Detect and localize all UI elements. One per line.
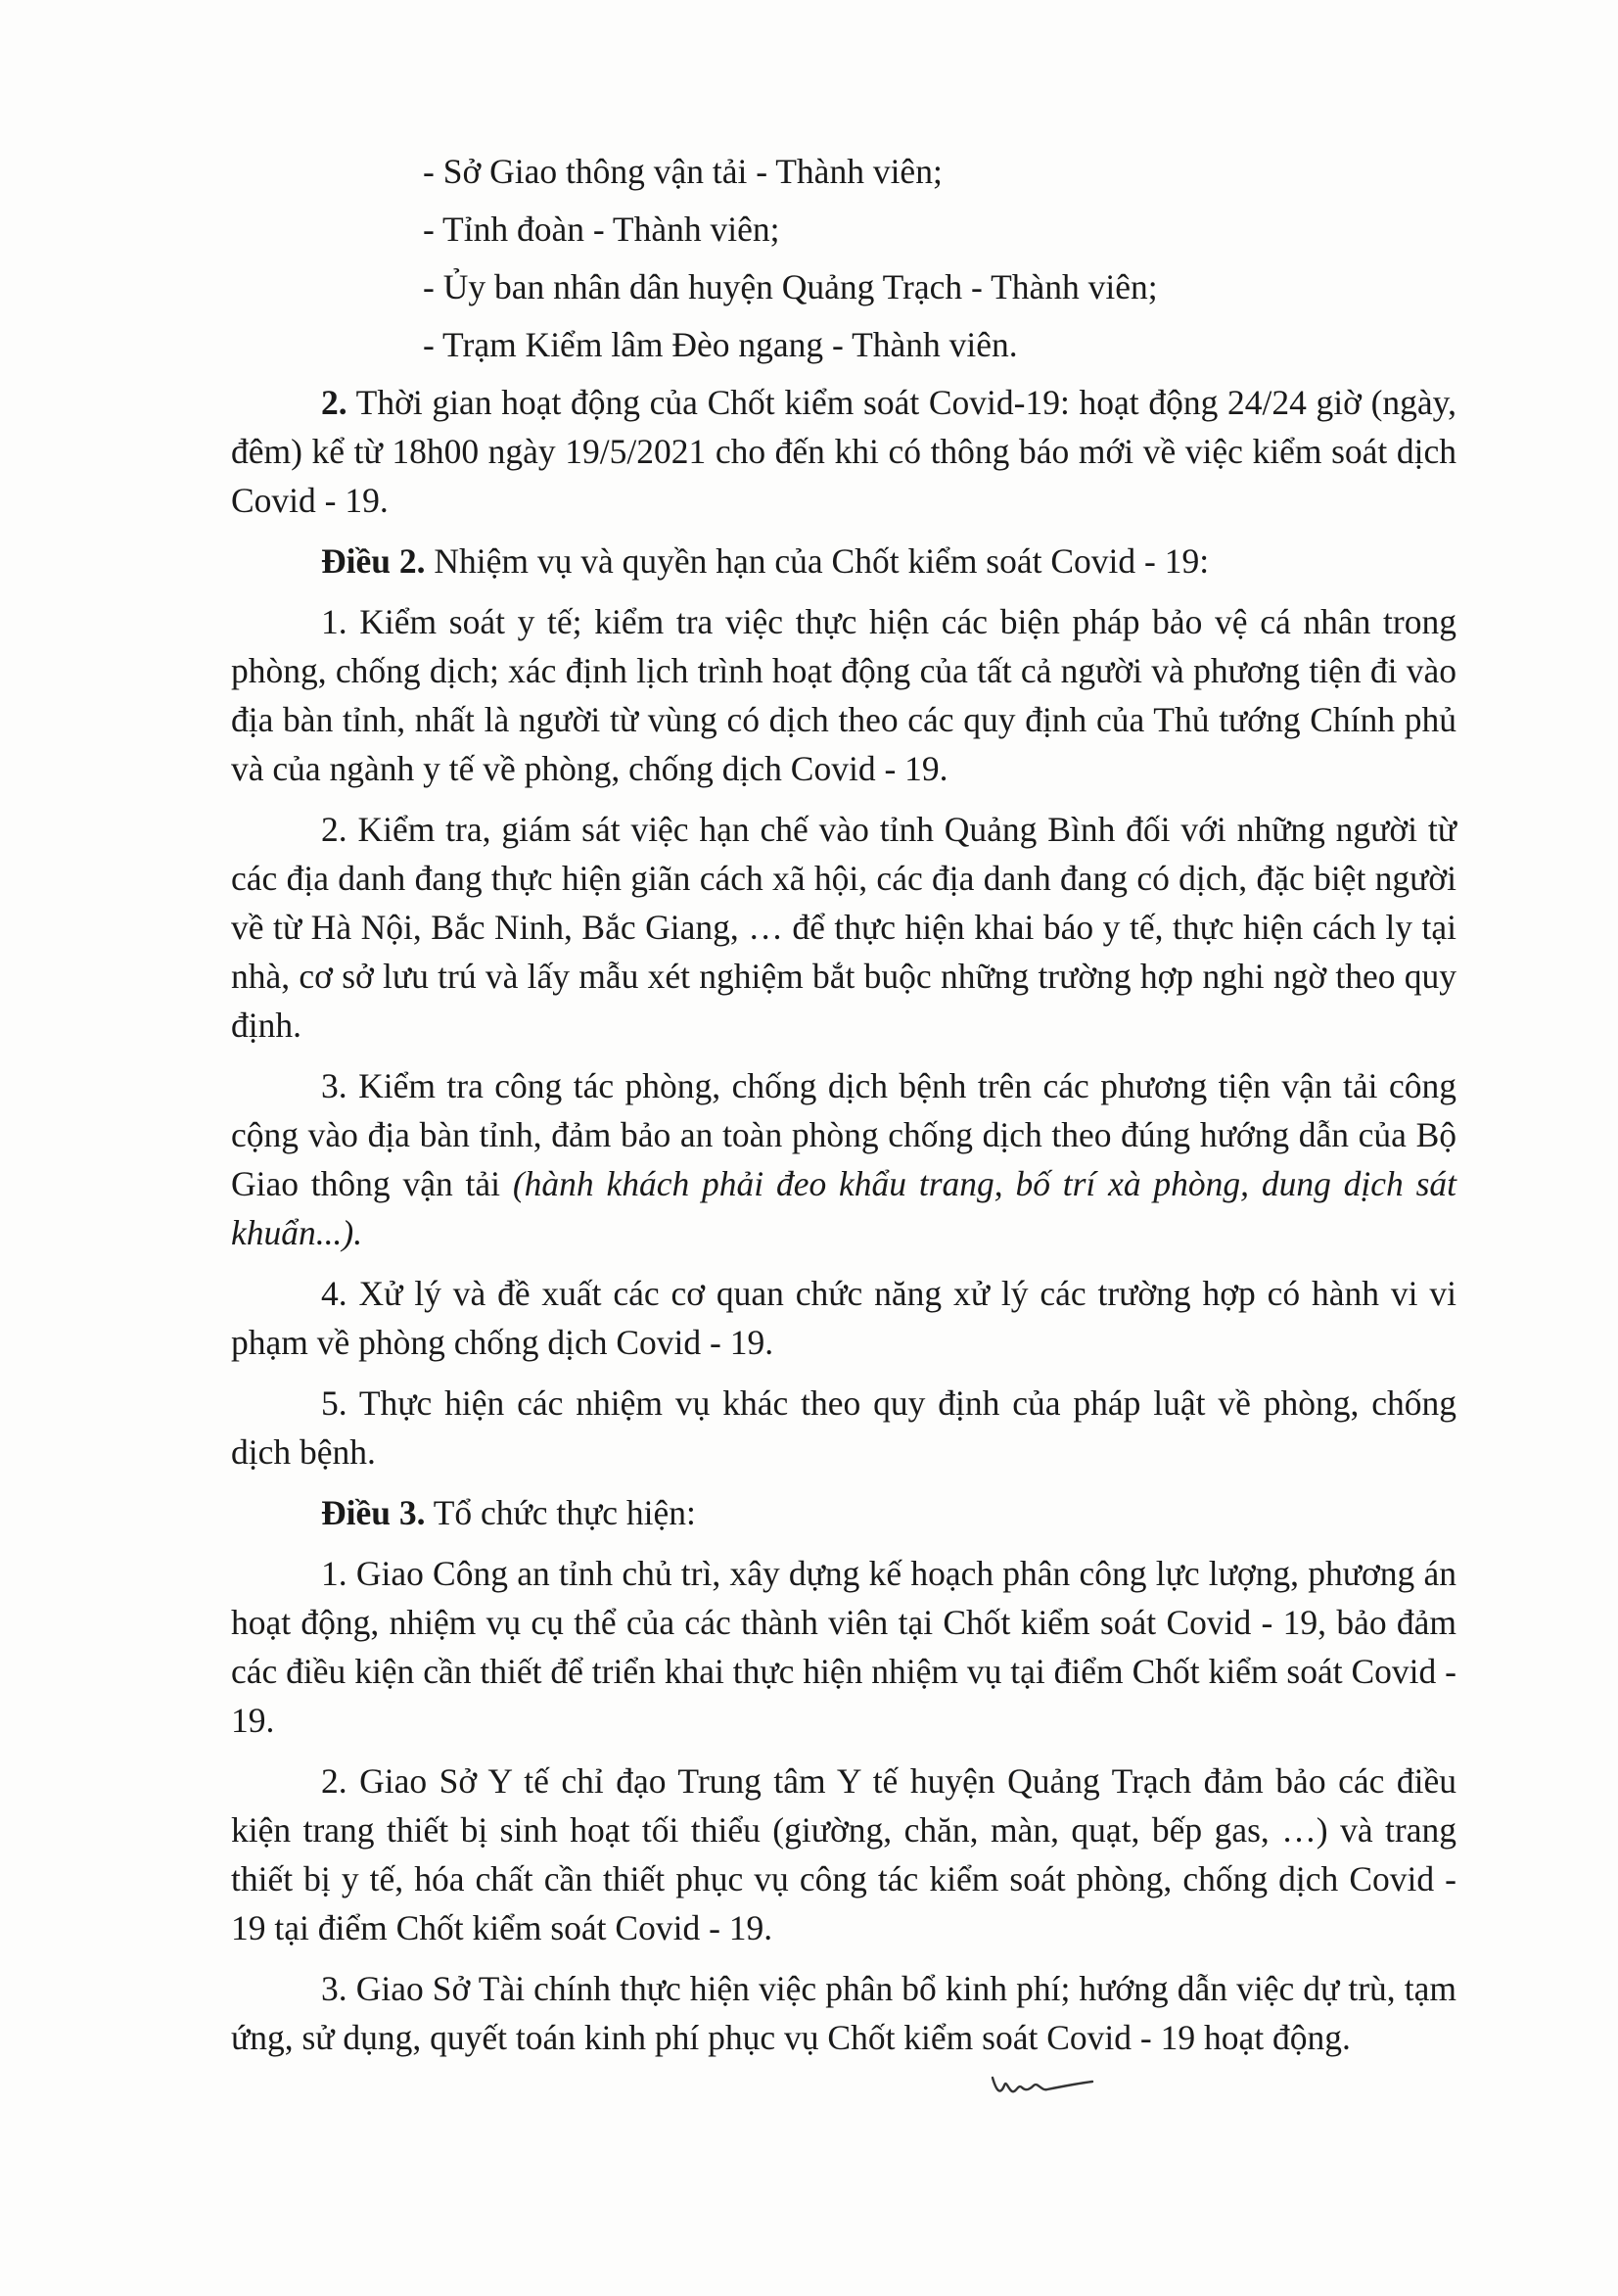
handwritten-initials-icon [989,2066,1096,2105]
article-label: Điều 3. [321,1493,426,1532]
article-2-item: 5. Thực hiện các nhiệm vụ khác theo quy định của pháp luật về phòng, chống dịch bệnh. [231,1383,1456,1472]
article-title: Tổ chức thực hiện: [425,1493,696,1532]
article-2-heading [231,537,1456,586]
italic-note: (hành khách phải đeo khẩu trang, bố trí xà phòng, dung dịch sát khuẩn...). [231,1164,1456,1252]
article-3-heading [231,1488,1456,1537]
article-3-item: 2. Giao Sở Y tế chỉ đạo Trung tâm Y tế huyện Quảng Trạch đảm bảo các điều kiện trang thiết bị sinh hoạt tối thiểu (giường, chăn, màn, quạt, bếp gas, …) và trang thiết bị y tế, hóa chất cần thiết phục vụ công tác kiểm soát phòng, chống dịch Covid - 19 tại điểm Chốt kiểm soát Covid - 19. [231,1761,1456,1947]
article-2-item: 2. Kiểm tra, giám sát việc hạn chế vào tỉnh Quảng Bình đối với những người từ các địa danh đang thực hiện giãn cách xã hội, các địa danh đang có dịch, đặc biệt người về từ Hà Nội, Bắc Ninh, Bắc Giang, … để thực hiện khai báo y tế, thực hiện cách ly tại nhà, cơ sở lưu trú và lấy mẫu xét nghiệm bắt buộc những trường hợp nghi ngờ theo quy định. [231,810,1456,1045]
article-3-item: 3. Giao Sở Tài chính thực hiện việc phân bổ kinh phí; hướng dẫn việc dự trù, tạm ứng, sử dụng, quyết toán kinh phí phục vụ Chốt kiểm soát Covid - 19 hoạt động. [231,1969,1456,2057]
article-2-item: 4. Xử lý và đề xuất các cơ quan chức năng xử lý các trường hợp có hành vi vi phạm về phòng chống dịch Covid - 19. [231,1274,1456,1362]
member-line: - Ủy ban nhân dân huyện Quảng Trạch - Thành viên; [423,267,1158,306]
member-line: - Trạm Kiểm lâm Đèo ngang - Thành viên. [423,325,1018,364]
article-2-item: 1. Kiểm soát y tế; kiểm tra việc thực hiện các biện pháp bảo vệ cá nhân trong phòng, chống dịch; xác định lịch trình hoạt động của tất cả người và phương tiện đi vào địa bàn tỉnh, nhất là người từ vùng có dịch theo các quy định của Thủ tướng Chính phủ và của ngành y tế về phòng, chống dịch Covid - 19. [231,602,1456,788]
article-label: Điều 2. [321,541,426,581]
article-title: Nhiệm vụ và quyền hạn của Chốt kiểm soát Covid - 19: [425,541,1210,581]
paragraph-text: Thời gian hoạt động của Chốt kiểm soát Covid-19: hoạt động 24/24 giờ (ngày, đêm) kể từ 18h00 ngày 19/5/2021 cho đến khi có thông báo mới về việc kiểm soát dịch Covid - 19. [231,383,1456,520]
operating-time-paragraph [231,378,1456,525]
paragraph-text: 3. Kiểm tra công tác phòng, chống dịch bệnh trên các phương tiện vận tải công cộng vào địa bàn tỉnh, đảm bảo an toàn phòng chống dịch theo đúng hướng dẫn của Bộ Giao thông vận tải [231,1066,1456,1203]
member-line: - Sở Giao thông vận tải - Thành viên; [423,152,943,191]
article-2-item [231,1061,1456,1257]
document-body [231,147,1456,2074]
member-line: - Tỉnh đoàn - Thành viên; [423,210,780,249]
article-3-item: 1. Giao Công an tỉnh chủ trì, xây dựng kế hoạch phân công lực lượng, phương án hoạt động, nhiệm vụ cụ thể của các thành viên tại Chốt kiểm soát Covid - 19, bảo đảm các điều kiện cần thiết để triển khai thực hiện nhiệm vụ tại điểm Chốt kiểm soát Covid - 19. [231,1554,1456,1740]
item-number: 2. [321,383,347,422]
